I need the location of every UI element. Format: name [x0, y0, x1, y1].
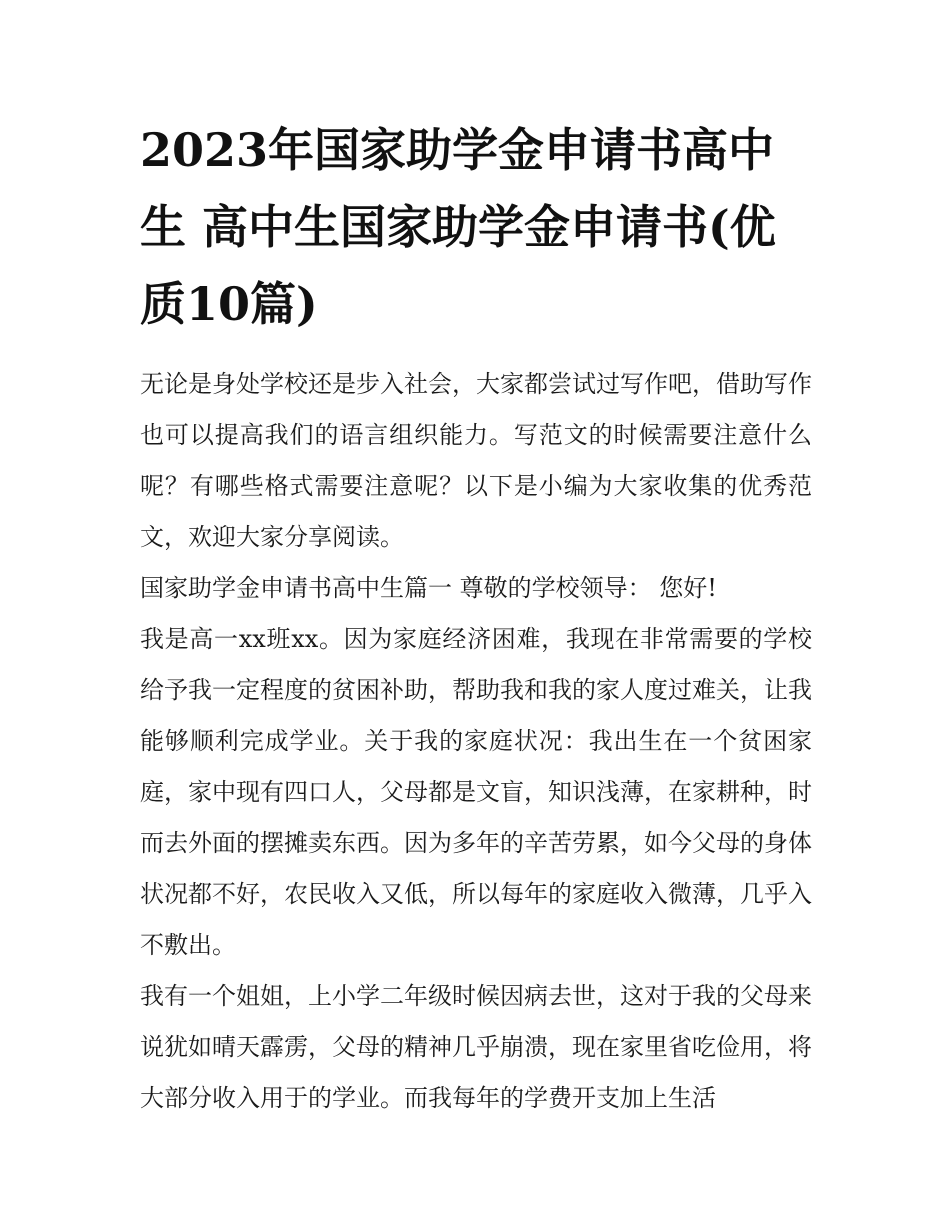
body-paragraph: 我有一个姐姐，上小学二年级时候因病去世，这对于我的父母来说犹如晴天霹雳，父母的精神几乎崩溃，现在家里省吃俭用，将大部分收入用于的学业。而我每年的学费开支加上生活 [140, 982, 812, 1112]
document-title: 2023年国家助学金申请书高中生 高中生国家助学金申请书(优质10篇) [140, 123, 776, 331]
intro-paragraph: 无论是身处学校还是步入社会，大家都尝试过写作吧，借助写作也可以提高我们的语言组织能力。写范文的时候需要注意什么呢？有哪些格式需要注意呢？以下是小编为大家收集的优秀范文，欢迎大家分享阅读。 [140, 370, 812, 551]
section-heading-paragraph: 国家助学金申请书高中生篇一 尊敬的学校领导： 您好! [140, 574, 717, 602]
body-paragraph: 我是高一xx班xx。因为家庭经济困难，我现在非常需要的学校给予我一定程度的贫困补助，帮助我和我的家人度过难关，让我能够顺利完成学业。关于我的家庭状况：我出生在一个贫困家庭，家中现有四口人，父母都是文盲，知识浅薄，在家耕种，时而去外面的摆摊卖东西。因为多年的辛苦劳累，如今父母的身体状况都不好，农民收入又低，所以每年的家庭收入微薄，几乎入不敷出。 [140, 625, 812, 959]
document-body [140, 112, 812, 1124]
